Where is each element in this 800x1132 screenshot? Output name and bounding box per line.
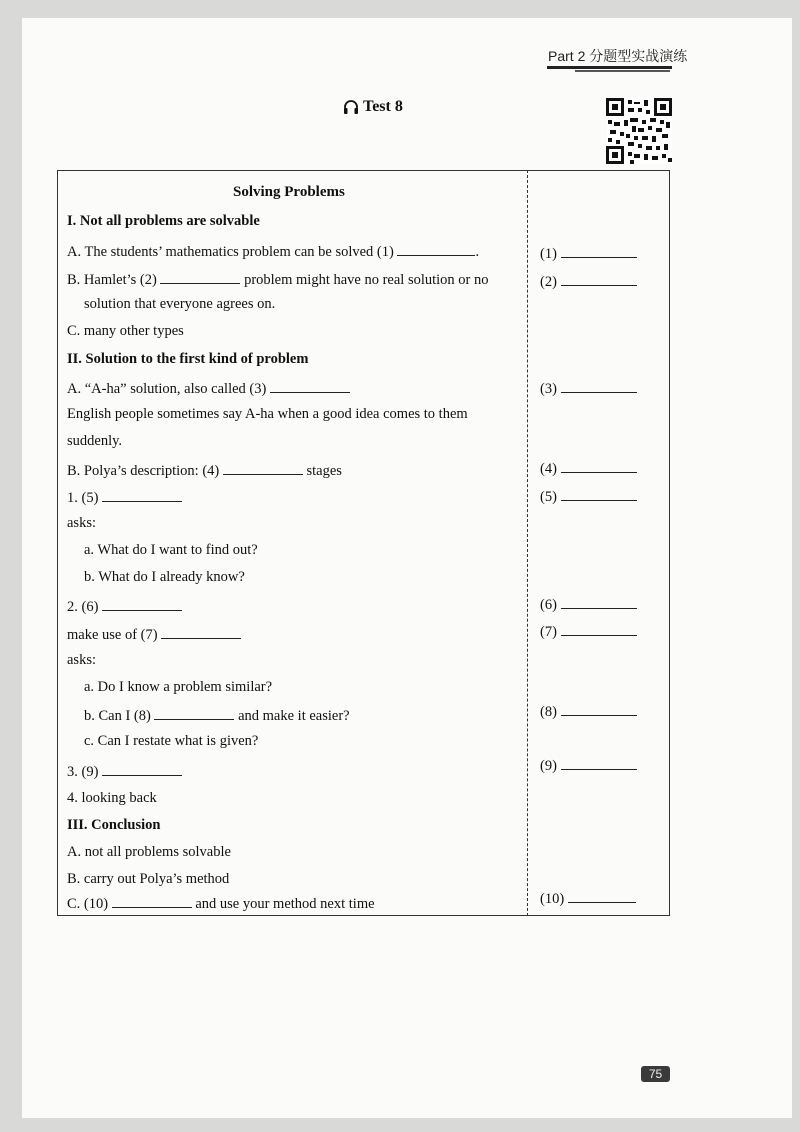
page-number: 75 <box>641 1066 670 1082</box>
answer-10[interactable] <box>540 888 636 908</box>
answer-4-blank[interactable] <box>561 458 637 473</box>
answer-2-label: (2) <box>540 274 557 290</box>
part-label: Part 2 分题型实战演练 <box>548 48 688 64</box>
s1-b-rest: problem might have no real solution or no <box>244 272 489 288</box>
section-3-item-c <box>67 893 375 913</box>
step-3-text: 3. (9) <box>67 764 99 780</box>
blank-3[interactable] <box>270 378 350 393</box>
step-2 <box>67 596 182 616</box>
answer-2[interactable] <box>540 271 637 291</box>
answer-8-blank[interactable] <box>561 701 637 716</box>
answer-5[interactable] <box>540 486 637 506</box>
s2-b-rest: stages <box>306 463 342 479</box>
section-2-item-a-cont2: suddenly. <box>67 433 123 449</box>
step-1-question-a: a. What do I want to find out? <box>84 542 258 558</box>
answer-7-label: (7) <box>540 624 557 640</box>
answer-6[interactable] <box>540 594 637 614</box>
s3-c-rest: and use your method next time <box>195 896 375 912</box>
s1-b-text: B. Hamlet’s (2) <box>67 272 157 288</box>
answer-3-blank[interactable] <box>561 378 637 393</box>
section-1-item-b <box>67 269 489 289</box>
step-2-question-a: a. Do I know a problem similar? <box>84 679 273 695</box>
column-divider <box>527 170 528 916</box>
answer-7[interactable] <box>540 621 637 641</box>
answer-3[interactable] <box>540 378 637 398</box>
answer-3-label: (3) <box>540 381 557 397</box>
answer-7-blank[interactable] <box>561 621 637 636</box>
header-rule-thin <box>575 70 670 72</box>
step-4: 4. looking back <box>67 790 157 806</box>
answer-8-label: (8) <box>540 704 557 720</box>
answer-2-blank[interactable] <box>561 271 637 286</box>
step-2-question-b <box>84 705 350 725</box>
s3-c-text: C. (10) <box>67 896 109 912</box>
step-2-b-text: b. Can I (8) <box>84 708 151 724</box>
step-1-question-b: b. What do I already know? <box>84 569 245 585</box>
answer-4[interactable] <box>540 458 637 478</box>
step-1 <box>67 487 182 507</box>
step-2-question-c: c. Can I restate what is given? <box>84 733 259 749</box>
section-2-item-a-cont1: English people sometimes say A-ha when a good idea comes to them <box>67 406 468 422</box>
headphones-icon <box>343 99 359 115</box>
answer-4-label: (4) <box>540 461 557 477</box>
section-2-item-a <box>67 378 350 398</box>
section-2-item-b <box>67 460 342 480</box>
answer-6-label: (6) <box>540 597 557 613</box>
blank-9[interactable] <box>102 761 182 776</box>
answer-6-blank[interactable] <box>561 594 637 609</box>
answer-9-blank[interactable] <box>561 755 637 770</box>
answer-10-blank[interactable] <box>568 888 636 903</box>
section-3-item-b: B. carry out Polya’s method <box>67 871 230 887</box>
s2-b-text: B. Polya’s description: (4) <box>67 463 220 479</box>
answer-10-label: (10) <box>540 891 565 907</box>
blank-5[interactable] <box>102 487 182 502</box>
step-2-use-text: make use of (7) <box>67 627 158 643</box>
blank-1[interactable] <box>397 241 475 256</box>
answer-1-blank[interactable] <box>561 243 637 258</box>
blank-4[interactable] <box>223 460 303 475</box>
blank-6[interactable] <box>102 596 182 611</box>
answer-1-label: (1) <box>540 246 557 262</box>
section-1-heading: I. Not all problems are solvable <box>67 213 260 229</box>
s1-a-end: . <box>475 244 480 260</box>
test-title <box>343 98 403 116</box>
qr-code-icon[interactable] <box>606 98 672 164</box>
answer-1[interactable] <box>540 243 637 263</box>
answer-8[interactable] <box>540 701 637 721</box>
blank-10[interactable] <box>112 893 192 908</box>
section-2-heading: II. Solution to the first kind of problem <box>67 351 309 367</box>
header-rule <box>547 66 672 69</box>
blank-7[interactable] <box>161 624 241 639</box>
section-3-heading: III. Conclusion <box>67 817 161 833</box>
step-2-asks: asks: <box>67 652 96 668</box>
step-1-text: 1. (5) <box>67 490 99 506</box>
test-title-text: Test 8 <box>363 98 403 115</box>
step-2-b-rest: and make it easier? <box>238 708 350 724</box>
step-2-use <box>67 624 241 644</box>
section-1-item-c: C. many other types <box>67 323 184 339</box>
blank-2[interactable] <box>160 269 240 284</box>
section-1-item-b-cont: solution that everyone agrees on. <box>84 296 276 312</box>
step-3 <box>67 761 182 781</box>
answer-9[interactable] <box>540 755 637 775</box>
step-1-asks: asks: <box>67 515 96 531</box>
blank-8[interactable] <box>154 705 234 720</box>
outline-title: Solving Problems <box>233 184 345 200</box>
section-3-item-a: A. not all problems solvable <box>67 844 231 860</box>
answer-5-blank[interactable] <box>561 486 637 501</box>
s1-a-text: A. The students’ mathematics problem can be solved (1) <box>67 244 394 260</box>
s2-a-text: A. “A-ha” solution, also called (3) <box>67 381 267 397</box>
answer-5-label: (5) <box>540 489 557 505</box>
answer-9-label: (9) <box>540 758 557 774</box>
step-2-text: 2. (6) <box>67 599 99 615</box>
section-1-item-a <box>67 241 479 261</box>
